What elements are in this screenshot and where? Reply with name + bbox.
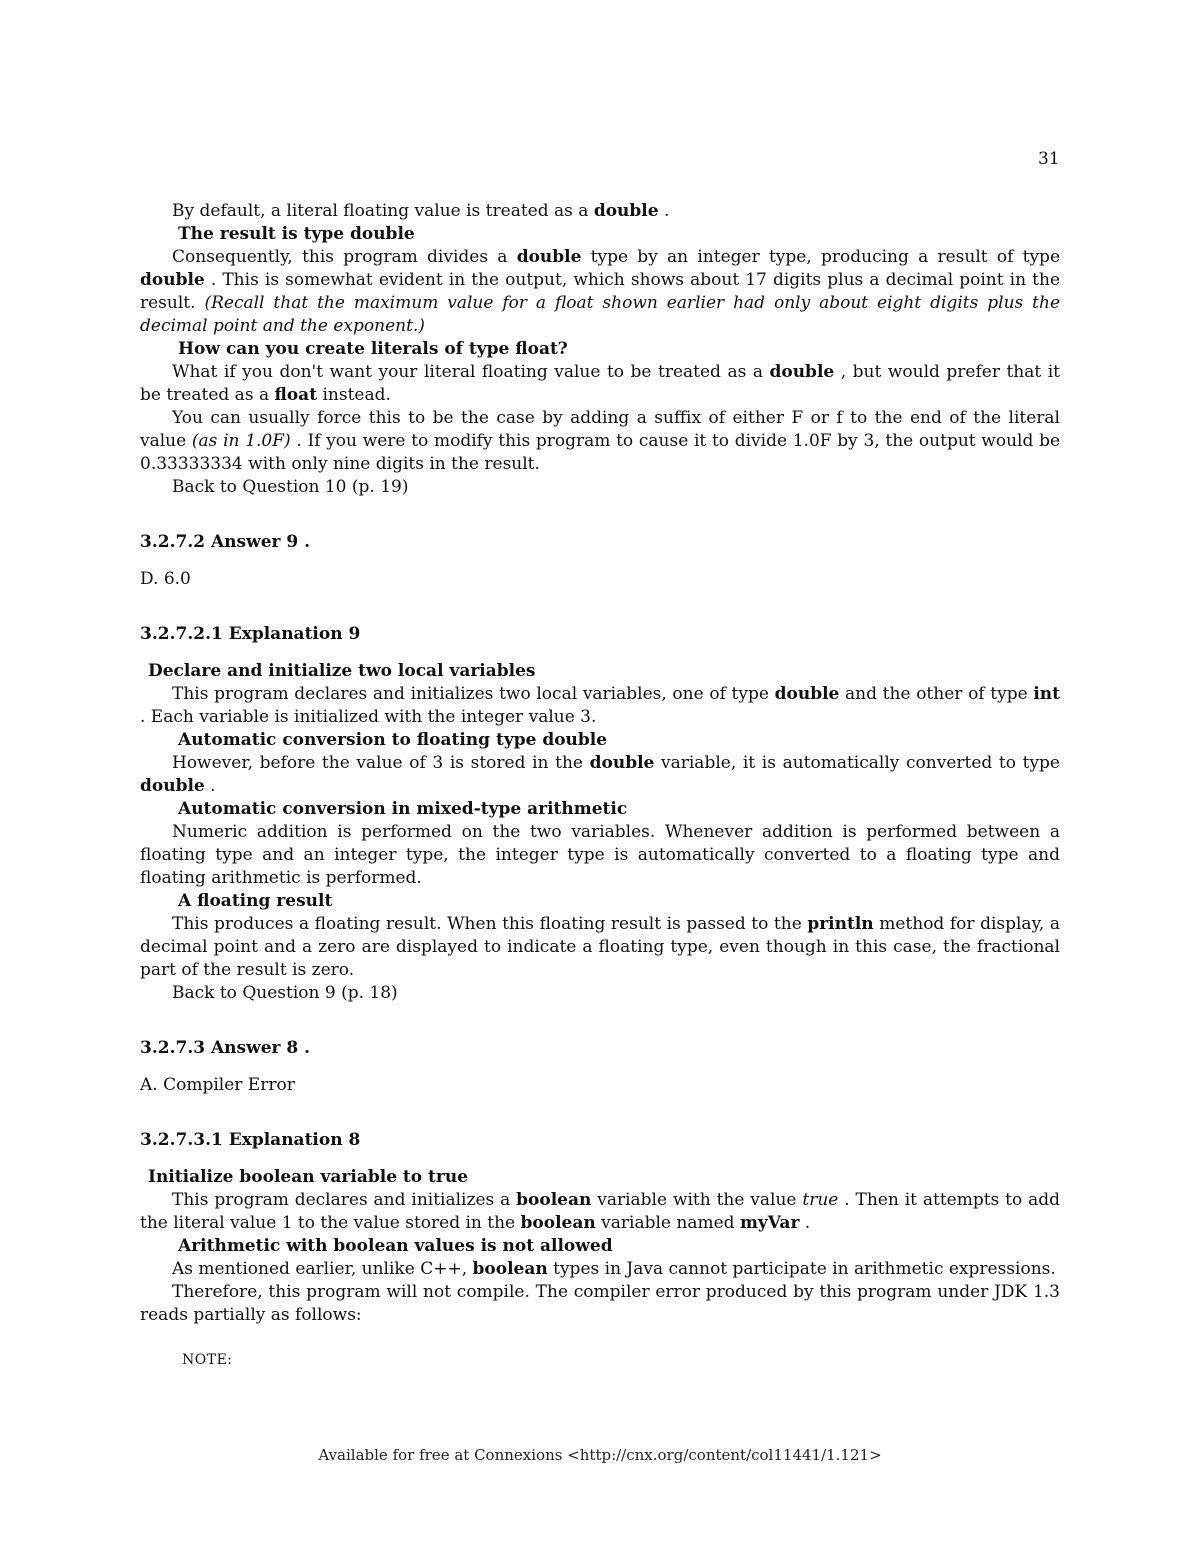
section-explanation-9: 3.2.7.2.1 Explanation 9 [140, 624, 361, 644]
paragraph-consequently: Consequently, this program divides a double type by an integer type, producing a result of type double . This is somewhat evident in the output, which shows about 17 digits plus a decimal point in the result. (Recall that the maximum value for a float shown earlier had only about eight digits plus the decimal point and the exponent.) [140, 247, 1061, 336]
section-explanation-8: 3.2.7.3.1 Explanation 8 [140, 1130, 361, 1150]
paragraph-however: However, before the value of 3 is stored in the double variable, it is automatically converted to type double . [140, 753, 1060, 796]
section-answer-9: 3.2.7.2 Answer 9 . [140, 532, 311, 552]
heading-initialize-boolean: Initialize boolean variable to true [148, 1167, 469, 1187]
paragraph-boolean-declare: This program declares and initializes a boolean variable with the value true . Then it attempts to add the literal value 1 to the value stored in the boolean variable named myVar . [140, 1190, 1060, 1233]
paragraph-numeric-addition: Numeric addition is performed on the two variables. Whenever addition is performed between a floating type and an integer type, the integer type is automatically converted to a floating type and floating arithmetic is performed. [140, 822, 1060, 888]
heading-create-float-literals: How can you create literals of type float? [178, 339, 568, 359]
back-to-question-10-link[interactable]: Back to Question 10 (p. 19) [172, 477, 409, 497]
heading-boolean-arithmetic: Arithmetic with boolean values is not allowed [178, 1236, 613, 1256]
heading-mixed-type-arithmetic: Automatic conversion in mixed-type arithmetic [178, 799, 628, 819]
page-footer: Available for free at Connexions <http://cnx.org/content/col11441/1.121> [318, 1446, 882, 1464]
back-to-question-9-link[interactable]: Back to Question 9 (p. 18) [172, 983, 398, 1003]
paragraph-declares: This program declares and initializes two local variables, one of type double and the other of type int . Each variable is initialized with the integer value 3. [140, 684, 1060, 727]
paragraph-will-not-compile: Therefore, this program will not compile. The compiler error produced by this program under JDK 1.3 reads partially as follows: [140, 1282, 1060, 1325]
page-content [140, 200, 1060, 1372]
paragraph-default-double: By default, a literal floating value is treated as a double . [172, 201, 670, 221]
paragraph-floating-result: This produces a floating result. When this floating result is passed to the println method for display, a decimal point and a zero are displayed to indicate a floating type, even though in this case, the fractional part of the result is zero. [140, 914, 1061, 980]
answer-9-value: D. 6.0 [140, 569, 191, 589]
paragraph-what-if: What if you don't want your literal floating value to be treated as a double , but would prefer that it be treated as a float instead. [140, 362, 1060, 405]
section-answer-8: 3.2.7.3 Answer 8 . [140, 1038, 311, 1058]
heading-declare-variables: Declare and initialize two local variables [148, 661, 536, 681]
paragraph-suffix: You can usually force this to be the case by adding a suffix of either F or f to the end of the literal value (as in 1.0F) . If you were to modify this program to cause it to divide 1.0F by 3, the output would be 0.33333334 with only nine digits in the result. [140, 408, 1061, 474]
heading-auto-conversion-double: Automatic conversion to floating type double [178, 730, 608, 750]
page-number: 31 [1038, 149, 1060, 169]
heading-result-type-double: The result is type double [178, 224, 415, 244]
answer-8-value: A. Compiler Error [140, 1075, 295, 1095]
paragraph-unlike-c: As mentioned earlier, unlike C++, boolean types in Java cannot participate in arithmetic expressions. [172, 1259, 1056, 1279]
heading-floating-result: A floating result [178, 891, 333, 911]
note-label: NOTE: [182, 1352, 233, 1368]
